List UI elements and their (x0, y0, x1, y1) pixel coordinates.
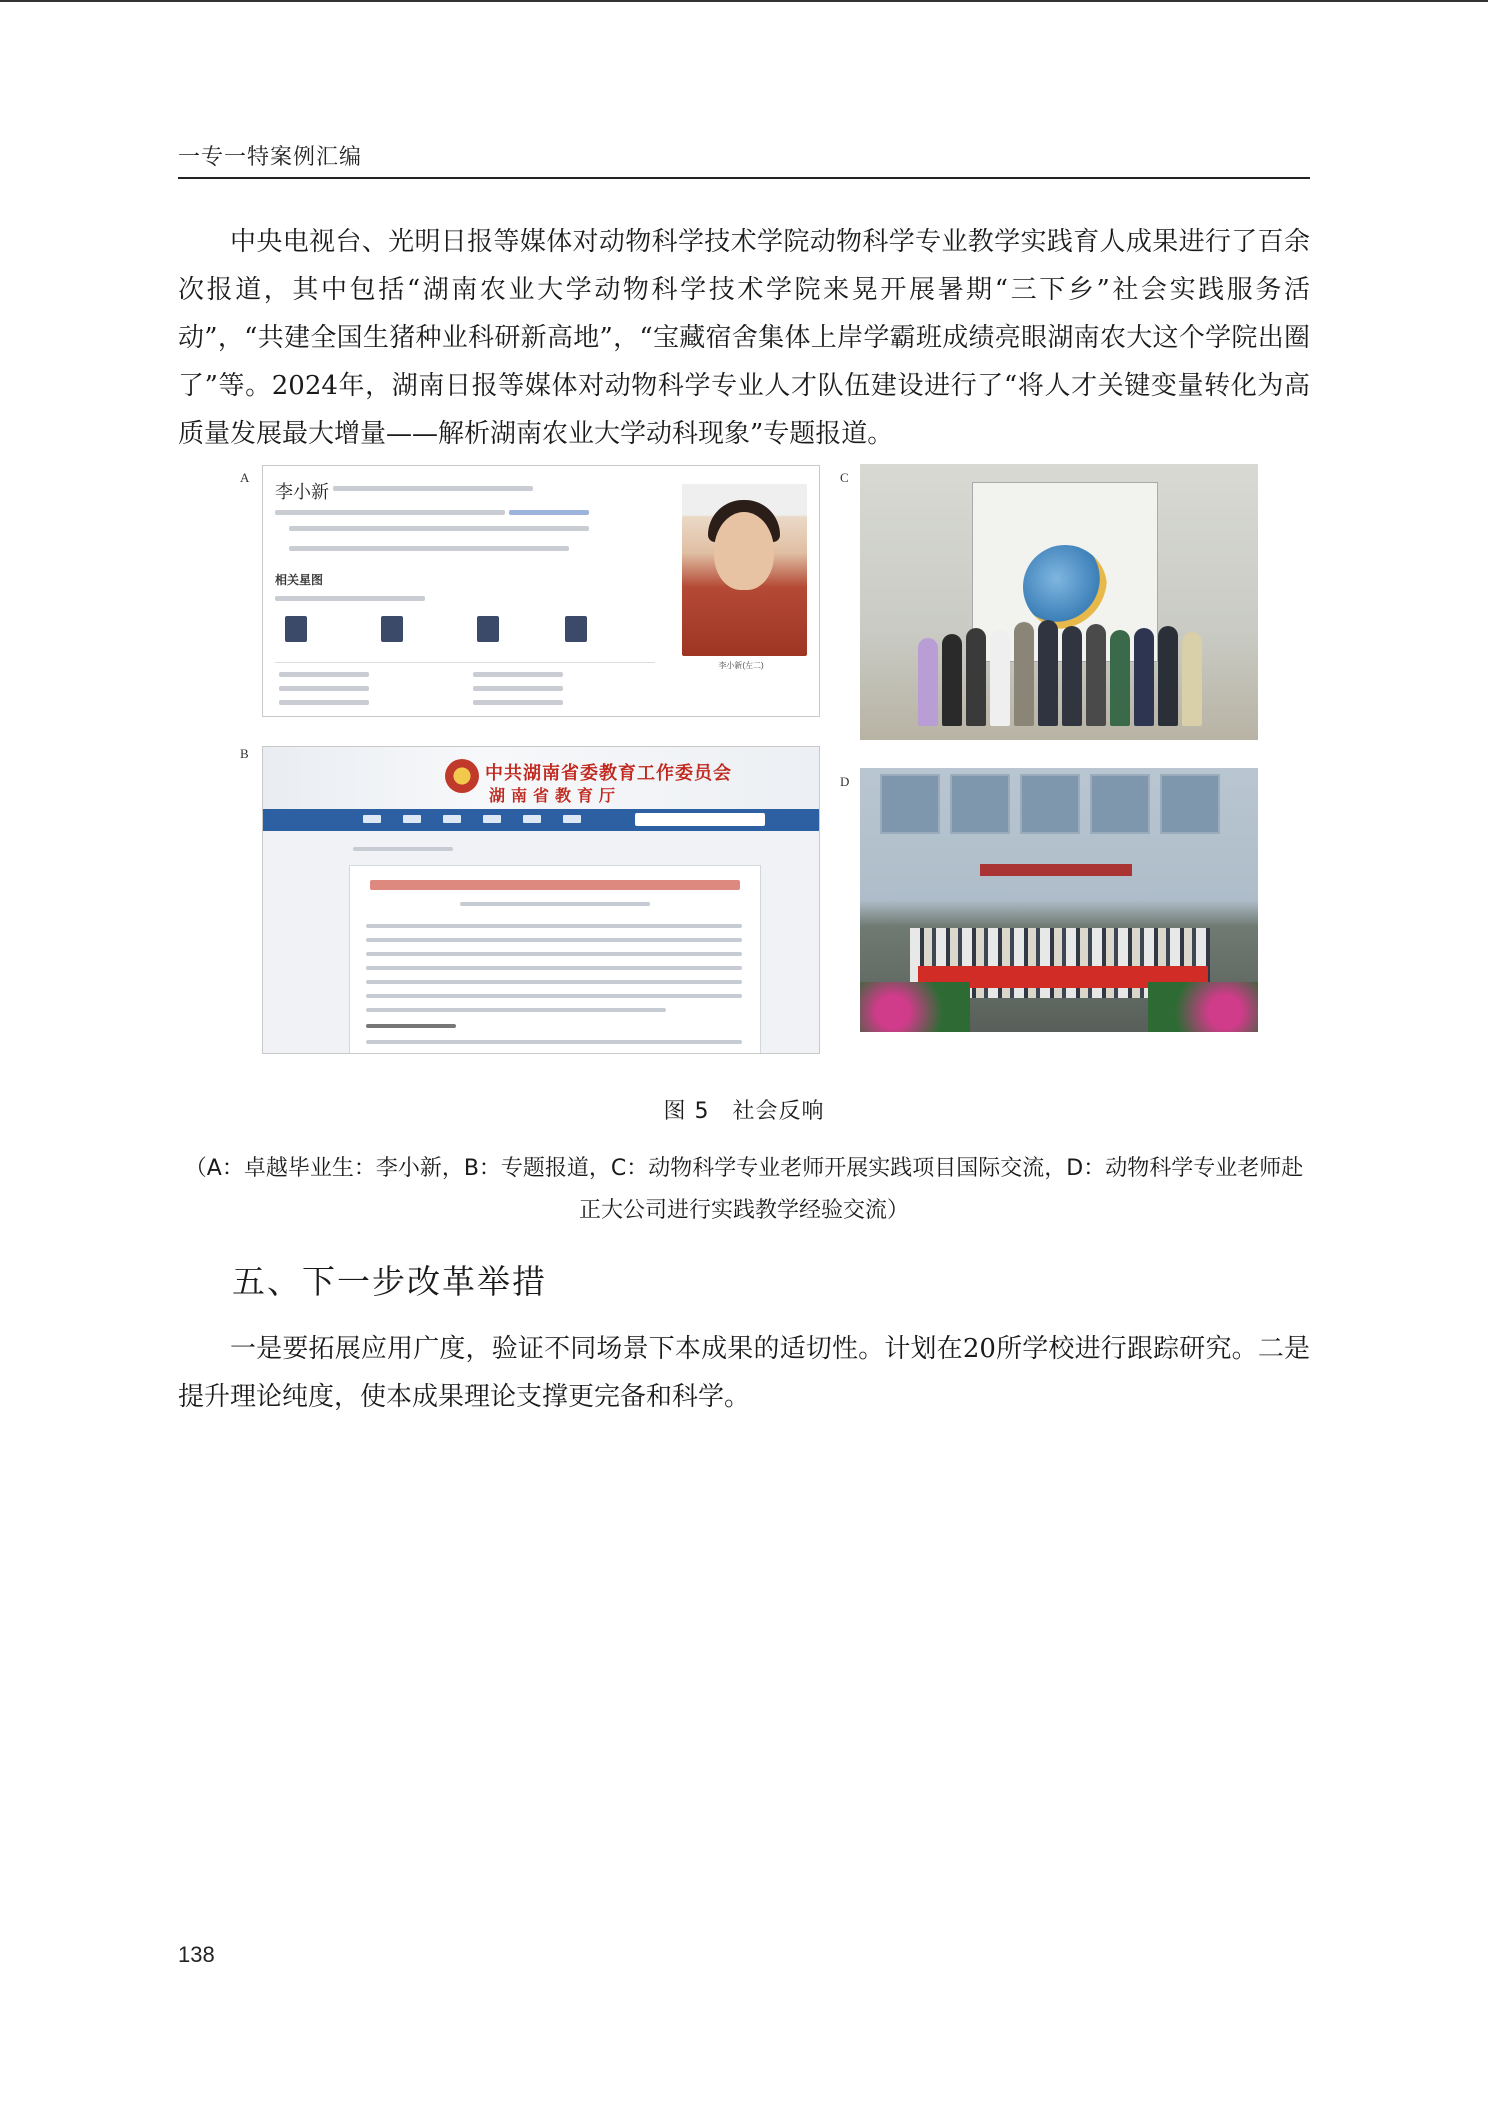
profile-text-line (275, 596, 425, 601)
building-window (1020, 774, 1080, 834)
panel-label-d: D (840, 774, 850, 789)
profile-divider (275, 662, 655, 663)
website-nav-bar (263, 809, 819, 831)
article-subhead-line (366, 1024, 456, 1028)
globe-graphic (1023, 545, 1107, 629)
person-figure (1110, 630, 1130, 726)
nav-item (443, 815, 461, 823)
person-figure (1062, 626, 1082, 726)
nav-item (403, 815, 421, 823)
nav-item (523, 815, 541, 823)
profile-portrait-photo (682, 484, 807, 656)
breadcrumb-line (353, 847, 453, 851)
person-figure (1134, 628, 1154, 726)
profile-info-line (279, 700, 369, 705)
national-emblem-icon (445, 759, 479, 793)
profile-info-line (473, 700, 563, 705)
profile-info-line (473, 686, 563, 691)
person-figure (1038, 620, 1058, 726)
profile-text-line (289, 526, 589, 531)
website-title: 中共湖南省委教育工作委员会 (485, 763, 732, 784)
profile-info-line (279, 672, 369, 677)
profile-info-line (473, 672, 563, 677)
website-subtitle: 湖南省教育厅 (489, 786, 622, 805)
person-figure (918, 638, 938, 726)
related-person-avatar (285, 616, 307, 642)
article-text-line (366, 1008, 666, 1012)
flower-bed-right (1148, 982, 1258, 1032)
person-figure (1014, 622, 1034, 726)
page-number: 138 (178, 1942, 215, 1967)
profile-text-line (275, 510, 505, 515)
article-text-line (366, 952, 742, 956)
article-text-line (366, 924, 742, 928)
person-figure (966, 628, 986, 726)
article-text-line (366, 1040, 742, 1044)
flower-bed-left (860, 982, 970, 1032)
article-meta-line (460, 902, 650, 906)
website-banner (263, 747, 819, 809)
portrait-caption: 李小新(左二) (718, 661, 764, 670)
figure-panel-d-company-visit-photo (860, 768, 1258, 1032)
figure-note: （A：卓越毕业生：李小新，B：专题报道，C：动物科学专业老师开展实践项目国际交流，D：动物科学专业老师赴正大公司进行实践教学经验交流） (184, 1156, 1304, 1223)
body-paragraph-1: 中央电视台、光明日报等媒体对动物科学技术学院动物科学专业教学实践育人成果进行了百余次报道，其中包括“湖南农业大学动物科学技术学院来晃开展暑期“三下乡”社会实践服务活动”，“共建全国生猪种业科研新高地”，“宝藏宿舍集体上岸学霸班成绩亮眼湖南农大这个学院出圈了”等。2024年，湖南日报等媒体对动物科学专业人才队伍建设进行了“将人才关键变量转化为高质量发展最大增量——解析湖南农业大学动科现象”专题报道。 (178, 227, 1310, 449)
article-text-line (366, 938, 742, 942)
panel-label-a: A (240, 470, 250, 485)
nav-item (563, 815, 581, 823)
profile-text-line (289, 546, 569, 551)
building-window (1090, 774, 1150, 834)
profile-name: 李小新 (275, 482, 329, 502)
news-article-card (349, 865, 761, 1054)
profile-link-line (509, 510, 589, 515)
running-header: 一专一特案例汇编 (178, 140, 1310, 179)
person-figure (990, 630, 1010, 726)
person-figure (1086, 624, 1106, 726)
nav-item (483, 815, 501, 823)
person-figure (1182, 632, 1202, 726)
article-title-bar (370, 880, 740, 890)
person-figure (1158, 626, 1178, 726)
building-window (950, 774, 1010, 834)
nav-item (363, 815, 381, 823)
figure-panel-b-news-report (262, 746, 820, 1054)
page-top-rule (0, 0, 1488, 2)
profile-info-line (279, 686, 369, 691)
figure-panel-a-profile (262, 465, 820, 717)
profile-meta-line (333, 486, 533, 491)
figure-caption: 图 5 社会反响 (663, 1099, 825, 1124)
panel-label-c: C (840, 470, 849, 485)
related-person-avatar (565, 616, 587, 642)
body-paragraph-2: 一是要拓展应用广度，验证不同场景下本成果的适切性。计划在20所学校进行跟踪研究。二是提升理论纯度，使本成果理论支撑更完备和科学。 (178, 1334, 1310, 1412)
related-person-avatar (477, 616, 499, 642)
person-figure (942, 634, 962, 726)
company-sign (980, 864, 1132, 876)
article-text-line (366, 994, 742, 998)
panel-label-b: B (240, 746, 249, 761)
website-search-box (635, 813, 765, 826)
profile-section-title: 相关星图 (275, 573, 324, 587)
article-text-line (366, 980, 742, 984)
building-window (1160, 774, 1220, 834)
portrait-face (714, 512, 774, 590)
building-window (880, 774, 940, 834)
related-person-avatar (381, 616, 403, 642)
article-text-line (366, 966, 742, 970)
figure-panel-c-group-photo (860, 464, 1258, 740)
section-heading: 五、下一步改革举措 (232, 1262, 547, 1301)
